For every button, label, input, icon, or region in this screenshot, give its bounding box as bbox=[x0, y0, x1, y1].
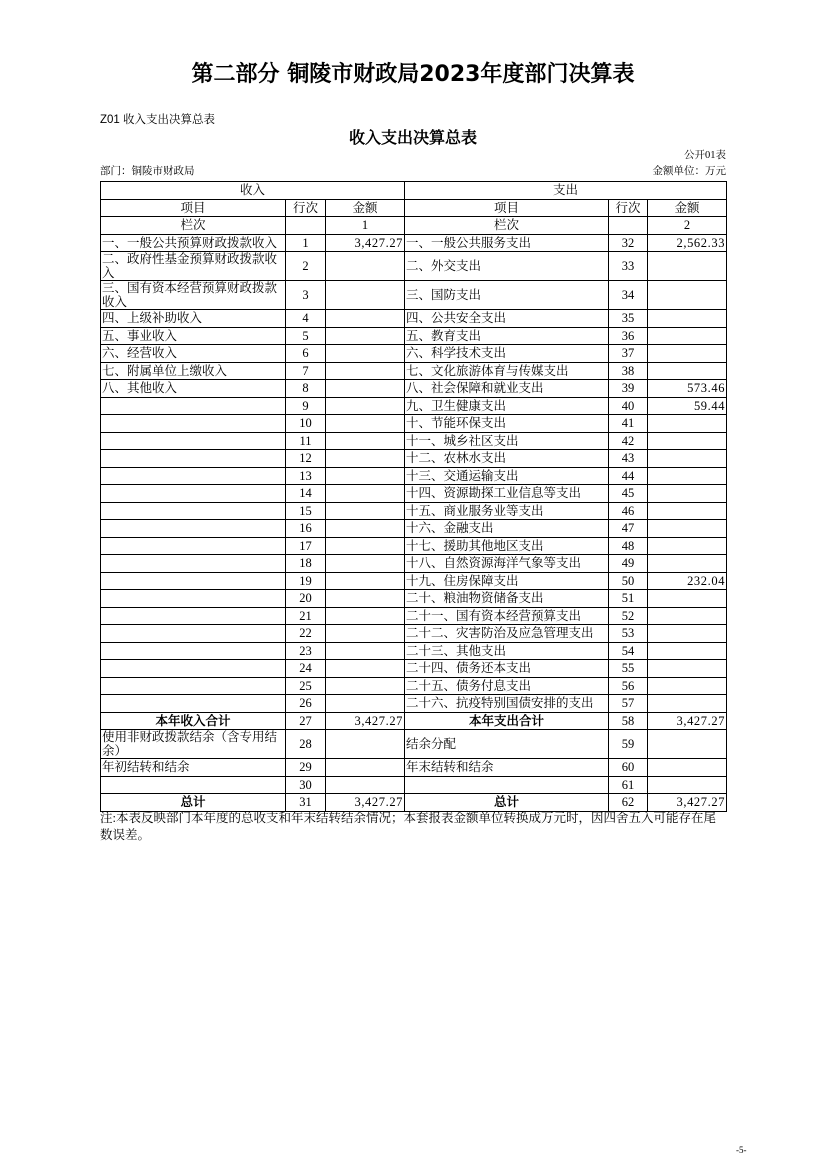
table-row bbox=[101, 730, 727, 759]
income-item-cell bbox=[101, 607, 286, 625]
income-item-cell bbox=[101, 642, 286, 660]
expense-line-no-cell: 60 bbox=[609, 759, 648, 777]
table-row bbox=[101, 590, 727, 608]
expense-line-no-cell: 38 bbox=[609, 362, 648, 380]
expense-amount-cell bbox=[648, 625, 727, 643]
income-amount-cell bbox=[326, 730, 405, 759]
income-line-no-cell: 14 bbox=[286, 485, 326, 503]
income-line-no-cell: 24 bbox=[286, 660, 326, 678]
table-row bbox=[101, 520, 727, 538]
income-amount-cell bbox=[326, 759, 405, 777]
expense-amount-cell bbox=[648, 415, 727, 433]
income-line-no-cell: 6 bbox=[286, 345, 326, 363]
income-line-no-cell: 28 bbox=[286, 730, 326, 759]
expense-year-total-label: 本年支出合计 bbox=[405, 712, 609, 730]
income-item-cell bbox=[101, 677, 286, 695]
income-line-no-cell: 20 bbox=[286, 590, 326, 608]
income-amount-cell bbox=[326, 415, 405, 433]
income-line-no-cell: 12 bbox=[286, 450, 326, 468]
expense-amount-cell bbox=[648, 281, 727, 310]
income-amount-cell bbox=[326, 677, 405, 695]
income-amount-cell bbox=[326, 327, 405, 345]
income-line-no-cell: 13 bbox=[286, 467, 326, 485]
income-item-cell: 八、其他收入 bbox=[101, 380, 286, 398]
form-number: 公开01表 bbox=[684, 150, 726, 161]
table-row bbox=[101, 432, 727, 450]
income-line-no-cell: 19 bbox=[286, 572, 326, 590]
expense-amount-cell bbox=[648, 345, 727, 363]
expense-amount-cell bbox=[648, 607, 727, 625]
income-item-cell: 七、附属单位上缴收入 bbox=[101, 362, 286, 380]
income-line-no-cell: 10 bbox=[286, 415, 326, 433]
income-amount-cell bbox=[326, 590, 405, 608]
income-item-cell bbox=[101, 537, 286, 555]
income-amount-cell bbox=[326, 432, 405, 450]
expense-amount-cell bbox=[648, 432, 727, 450]
income-item-cell bbox=[101, 485, 286, 503]
income-item-cell bbox=[101, 502, 286, 520]
income-amount-cell bbox=[326, 485, 405, 503]
expense-amount-cell bbox=[648, 590, 727, 608]
income-item-cell bbox=[101, 660, 286, 678]
grand-total-section bbox=[101, 794, 727, 812]
income-item-cell bbox=[101, 776, 286, 794]
table-footnote: 注:本表反映部门本年度的总收支和年末结转结余情况；本套报表金额单位转换成万元时，因四舍五入可能存在尾数误差。 bbox=[100, 811, 716, 842]
table-header bbox=[101, 182, 727, 235]
income-year-total-amount: 3,427.27 bbox=[326, 712, 405, 730]
expense-line-no-cell: 42 bbox=[609, 432, 648, 450]
income-item-cell: 使用非财政拨款结余（含专用结余） bbox=[101, 730, 286, 759]
expense-amount-cell bbox=[648, 310, 727, 328]
income-amount-cell bbox=[326, 281, 405, 310]
expense-item-cell: 年末结转和结余 bbox=[405, 759, 609, 777]
expense-line-no-cell: 48 bbox=[609, 537, 648, 555]
income-index-empty-cell bbox=[286, 217, 326, 235]
income-grand-total-amount: 3,427.27 bbox=[326, 794, 405, 812]
year-total-row bbox=[101, 712, 727, 730]
income-expense-summary-table bbox=[100, 181, 727, 812]
expense-amount-cell bbox=[648, 467, 727, 485]
expense-line-no-cell: 33 bbox=[609, 252, 648, 281]
table-row bbox=[101, 234, 727, 252]
expense-line-no-cell: 34 bbox=[609, 281, 648, 310]
table-row bbox=[101, 281, 727, 310]
expense-amount-cell bbox=[648, 677, 727, 695]
income-amount-cell: 3,427.27 bbox=[326, 234, 405, 252]
expense-year-total-line-no: 58 bbox=[609, 712, 648, 730]
expense-item-cell: 二十、粮油物资储备支出 bbox=[405, 590, 609, 608]
income-line-no-cell: 8 bbox=[286, 380, 326, 398]
table-row bbox=[101, 677, 727, 695]
expense-amount-cell: 2,562.33 bbox=[648, 234, 727, 252]
income-year-total-label: 本年收入合计 bbox=[101, 712, 286, 730]
expense-item-cell: 三、国防支出 bbox=[405, 281, 609, 310]
table-row bbox=[101, 695, 727, 713]
table-row bbox=[101, 397, 727, 415]
income-line-no-cell: 4 bbox=[286, 310, 326, 328]
expense-line-no-cell: 57 bbox=[609, 695, 648, 713]
income-amount-cell bbox=[326, 607, 405, 625]
income-grand-total-label: 总计 bbox=[101, 794, 286, 812]
income-amount-cell bbox=[326, 660, 405, 678]
expense-line-no-cell: 54 bbox=[609, 642, 648, 660]
income-line-no-cell: 29 bbox=[286, 759, 326, 777]
income-amount-cell bbox=[326, 380, 405, 398]
expense-line-no-cell: 37 bbox=[609, 345, 648, 363]
expense-item-cell: 六、科学技术支出 bbox=[405, 345, 609, 363]
income-item-cell: 一、一般公共预算财政拨款收入 bbox=[101, 234, 286, 252]
income-amount-cell bbox=[326, 642, 405, 660]
expense-grand-total-line-no: 62 bbox=[609, 794, 648, 812]
expense-item-cell: 十一、城乡社区支出 bbox=[405, 432, 609, 450]
income-line-no-cell: 15 bbox=[286, 502, 326, 520]
expense-amount-header: 金额 bbox=[648, 199, 727, 217]
income-amount-cell bbox=[326, 450, 405, 468]
table-row bbox=[101, 415, 727, 433]
department-label: 部门：铜陵市财政局 bbox=[100, 166, 195, 177]
page-number: -5- bbox=[736, 1145, 747, 1155]
income-line-no-header: 行次 bbox=[286, 199, 326, 217]
expense-amount-index: 2 bbox=[648, 217, 727, 235]
column-header-row bbox=[101, 199, 727, 217]
income-line-no-cell: 25 bbox=[286, 677, 326, 695]
main-rows bbox=[101, 234, 727, 712]
income-amount-cell bbox=[326, 362, 405, 380]
income-item-cell: 五、事业收入 bbox=[101, 327, 286, 345]
table-title: 收入支出决算总表 bbox=[348, 128, 477, 147]
income-item-cell bbox=[101, 397, 286, 415]
expense-item-cell: 八、社会保障和就业支出 bbox=[405, 380, 609, 398]
expense-item-cell: 九、卫生健康支出 bbox=[405, 397, 609, 415]
income-item-cell bbox=[101, 520, 286, 538]
income-item-cell: 三、国有资本经营预算财政拨款收入 bbox=[101, 281, 286, 310]
income-year-total-line-no: 27 bbox=[286, 712, 326, 730]
expense-item-cell: 结余分配 bbox=[405, 730, 609, 759]
income-amount-cell bbox=[326, 537, 405, 555]
income-grand-total-line-no: 31 bbox=[286, 794, 326, 812]
income-line-no-cell: 2 bbox=[286, 252, 326, 281]
unit-label: 金额单位：万元 bbox=[652, 166, 726, 177]
income-amount-cell bbox=[326, 555, 405, 573]
expense-grand-total-amount: 3,427.27 bbox=[648, 794, 727, 812]
income-amount-header: 金额 bbox=[326, 199, 405, 217]
income-amount-cell bbox=[326, 467, 405, 485]
income-line-no-cell: 3 bbox=[286, 281, 326, 310]
expense-item-cell: 十五、商业服务业等支出 bbox=[405, 502, 609, 520]
expense-line-no-cell: 43 bbox=[609, 450, 648, 468]
table-row bbox=[101, 345, 727, 363]
expense-line-no-cell: 47 bbox=[609, 520, 648, 538]
table-row bbox=[101, 642, 727, 660]
expense-amount-cell bbox=[648, 695, 727, 713]
expense-item-cell: 二十二、灾害防治及应急管理支出 bbox=[405, 625, 609, 643]
table-row bbox=[101, 380, 727, 398]
income-item-cell: 六、经营收入 bbox=[101, 345, 286, 363]
income-item-cell bbox=[101, 625, 286, 643]
expense-line-no-cell: 40 bbox=[609, 397, 648, 415]
income-line-no-cell: 16 bbox=[286, 520, 326, 538]
income-item-header: 项目 bbox=[101, 199, 286, 217]
table-row bbox=[101, 572, 727, 590]
expense-line-no-cell: 36 bbox=[609, 327, 648, 345]
expense-item-cell: 二十六、抗疫特别国债安排的支出 bbox=[405, 695, 609, 713]
expense-item-cell: 十二、农林水支出 bbox=[405, 450, 609, 468]
expense-amount-cell bbox=[648, 537, 727, 555]
income-line-no-cell: 21 bbox=[286, 607, 326, 625]
expense-item-cell: 五、教育支出 bbox=[405, 327, 609, 345]
table-row bbox=[101, 502, 727, 520]
income-amount-cell bbox=[326, 310, 405, 328]
income-item-cell bbox=[101, 572, 286, 590]
expense-line-no-cell: 44 bbox=[609, 467, 648, 485]
income-line-no-cell: 11 bbox=[286, 432, 326, 450]
income-item-cell bbox=[101, 590, 286, 608]
expense-item-cell: 二十一、国有资本经营预算支出 bbox=[405, 607, 609, 625]
table-row bbox=[101, 776, 727, 794]
income-amount-cell bbox=[326, 252, 405, 281]
expense-item-cell: 十、节能环保支出 bbox=[405, 415, 609, 433]
income-amount-cell bbox=[326, 502, 405, 520]
table-row bbox=[101, 362, 727, 380]
expense-item-cell: 十八、自然资源海洋气象等支出 bbox=[405, 555, 609, 573]
expense-line-no-cell: 53 bbox=[609, 625, 648, 643]
column-index-row bbox=[101, 217, 727, 235]
income-amount-cell bbox=[326, 520, 405, 538]
expense-item-cell: 十六、金融支出 bbox=[405, 520, 609, 538]
table-row bbox=[101, 759, 727, 777]
expense-item-cell: 七、文化旅游体育与传媒支出 bbox=[405, 362, 609, 380]
expense-item-cell: 二十三、其他支出 bbox=[405, 642, 609, 660]
page-title: 第二部分 铜陵市财政局2023年度部门决算表 bbox=[191, 62, 635, 87]
expense-line-no-cell: 56 bbox=[609, 677, 648, 695]
income-line-no-cell: 9 bbox=[286, 397, 326, 415]
expense-item-cell: 十七、援助其他地区支出 bbox=[405, 537, 609, 555]
expense-line-no-cell: 50 bbox=[609, 572, 648, 590]
expense-year-total-amount: 3,427.27 bbox=[648, 712, 727, 730]
expense-amount-cell: 59.44 bbox=[648, 397, 727, 415]
table-row bbox=[101, 310, 727, 328]
income-line-no-cell: 5 bbox=[286, 327, 326, 345]
expense-item-cell: 二十五、债务付息支出 bbox=[405, 677, 609, 695]
expense-item-cell: 十九、住房保障支出 bbox=[405, 572, 609, 590]
grand-total-row bbox=[101, 794, 727, 812]
expense-amount-cell bbox=[648, 642, 727, 660]
expense-item-cell bbox=[405, 776, 609, 794]
table-row bbox=[101, 607, 727, 625]
income-item-cell bbox=[101, 467, 286, 485]
expense-amount-cell bbox=[648, 776, 727, 794]
year-total-section bbox=[101, 712, 727, 730]
income-line-no-cell: 23 bbox=[286, 642, 326, 660]
expense-line-no-cell: 46 bbox=[609, 502, 648, 520]
expense-amount-cell bbox=[648, 502, 727, 520]
income-line-no-cell: 17 bbox=[286, 537, 326, 555]
expense-index-label: 栏次 bbox=[405, 217, 609, 235]
table-row bbox=[101, 555, 727, 573]
income-line-no-cell: 30 bbox=[286, 776, 326, 794]
income-item-cell: 年初结转和结余 bbox=[101, 759, 286, 777]
expense-amount-cell bbox=[648, 555, 727, 573]
expense-amount-cell bbox=[648, 252, 727, 281]
expense-amount-cell bbox=[648, 520, 727, 538]
income-line-no-cell: 18 bbox=[286, 555, 326, 573]
table-row bbox=[101, 537, 727, 555]
expense-item-cell: 二十四、债务还本支出 bbox=[405, 660, 609, 678]
income-item-cell: 四、上级补助收入 bbox=[101, 310, 286, 328]
table-row bbox=[101, 485, 727, 503]
table-row bbox=[101, 625, 727, 643]
expense-item-cell: 十三、交通运输支出 bbox=[405, 467, 609, 485]
income-item-cell: 二、政府性基金预算财政拨款收入 bbox=[101, 252, 286, 281]
income-amount-index: 1 bbox=[326, 217, 405, 235]
expense-section-header: 支出 bbox=[405, 182, 727, 200]
income-amount-cell bbox=[326, 572, 405, 590]
income-index-label: 栏次 bbox=[101, 217, 286, 235]
section-header-row bbox=[101, 182, 727, 200]
expense-line-no-cell: 52 bbox=[609, 607, 648, 625]
table-row bbox=[101, 327, 727, 345]
table-row bbox=[101, 660, 727, 678]
expense-grand-total-label: 总计 bbox=[405, 794, 609, 812]
income-line-no-cell: 22 bbox=[286, 625, 326, 643]
expense-line-no-cell: 49 bbox=[609, 555, 648, 573]
expense-amount-cell bbox=[648, 327, 727, 345]
expense-amount-cell bbox=[648, 362, 727, 380]
expense-amount-cell bbox=[648, 660, 727, 678]
income-item-cell bbox=[101, 695, 286, 713]
expense-line-no-cell: 55 bbox=[609, 660, 648, 678]
income-section-header: 收入 bbox=[101, 182, 405, 200]
expense-line-no-cell: 59 bbox=[609, 730, 648, 759]
expense-amount-cell bbox=[648, 759, 727, 777]
income-amount-cell bbox=[326, 695, 405, 713]
expense-item-cell: 四、公共安全支出 bbox=[405, 310, 609, 328]
table-row bbox=[101, 252, 727, 281]
income-amount-cell bbox=[326, 397, 405, 415]
table-row bbox=[101, 467, 727, 485]
expense-amount-cell: 232.04 bbox=[648, 572, 727, 590]
income-line-no-cell: 1 bbox=[286, 234, 326, 252]
income-item-cell bbox=[101, 415, 286, 433]
income-item-cell bbox=[101, 432, 286, 450]
expense-item-header: 项目 bbox=[405, 199, 609, 217]
expense-item-cell: 一、一般公共服务支出 bbox=[405, 234, 609, 252]
income-amount-cell bbox=[326, 776, 405, 794]
expense-amount-cell: 573.46 bbox=[648, 380, 727, 398]
expense-amount-cell bbox=[648, 485, 727, 503]
expense-line-no-cell: 45 bbox=[609, 485, 648, 503]
expense-line-no-cell: 32 bbox=[609, 234, 648, 252]
income-item-cell bbox=[101, 555, 286, 573]
expense-item-cell: 十四、资源勘探工业信息等支出 bbox=[405, 485, 609, 503]
expense-line-no-cell: 41 bbox=[609, 415, 648, 433]
table-row bbox=[101, 450, 727, 468]
balance-rows bbox=[101, 730, 727, 794]
expense-line-no-header: 行次 bbox=[609, 199, 648, 217]
income-item-cell bbox=[101, 450, 286, 468]
expense-amount-cell bbox=[648, 730, 727, 759]
expense-amount-cell bbox=[648, 450, 727, 468]
expense-line-no-cell: 39 bbox=[609, 380, 648, 398]
income-line-no-cell: 7 bbox=[286, 362, 326, 380]
expense-line-no-cell: 35 bbox=[609, 310, 648, 328]
expense-line-no-cell: 61 bbox=[609, 776, 648, 794]
table-code: Z01 收入支出决算总表 bbox=[100, 114, 216, 126]
expense-line-no-cell: 51 bbox=[609, 590, 648, 608]
expense-item-cell: 二、外交支出 bbox=[405, 252, 609, 281]
expense-index-empty-cell bbox=[609, 217, 648, 235]
income-line-no-cell: 26 bbox=[286, 695, 326, 713]
income-amount-cell bbox=[326, 345, 405, 363]
income-amount-cell bbox=[326, 625, 405, 643]
